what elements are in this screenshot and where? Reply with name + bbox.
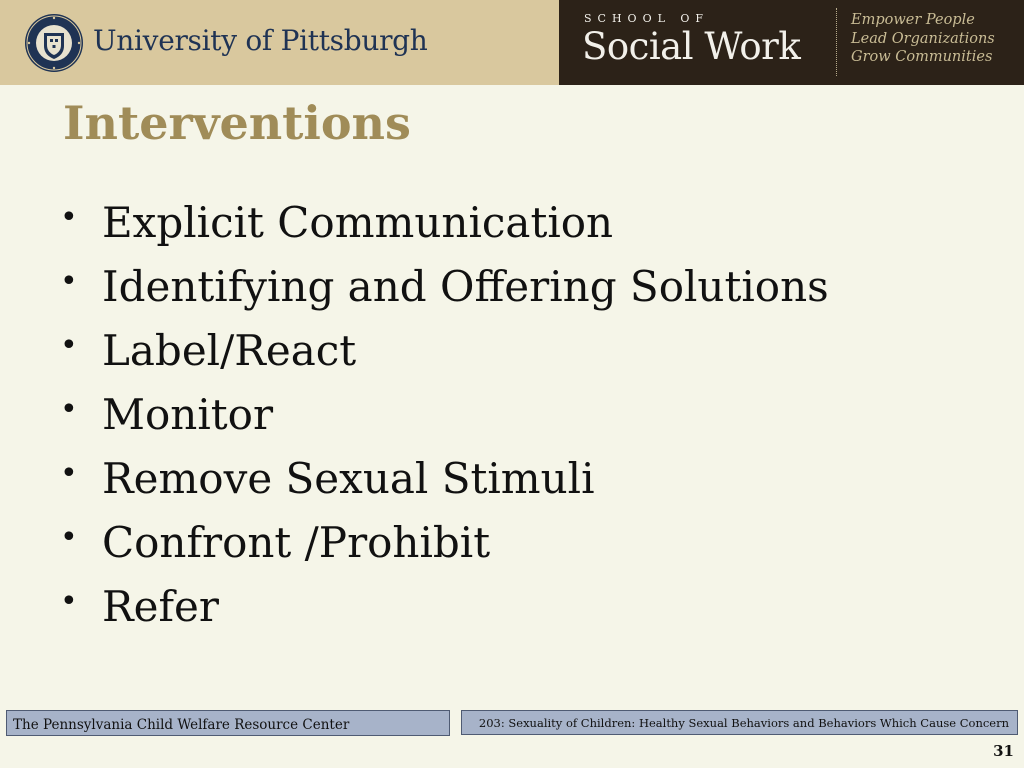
slide-title: Interventions: [63, 96, 411, 150]
bullet-dot-icon: •: [60, 584, 78, 619]
bullet-dot-icon: •: [60, 456, 78, 491]
tagline-empower: Empower People: [851, 12, 975, 28]
bullet-item: [60, 254, 829, 318]
university-seal-icon: [24, 13, 84, 73]
bullet-text: Explicit Communication: [102, 197, 614, 247]
bullet-dot-icon: •: [60, 264, 78, 299]
bullet-item: [60, 446, 829, 510]
school-of-label: SCHOOL OF: [584, 12, 710, 25]
footer-organization: The Pennsylvania Child Welfare Resource Center: [13, 717, 350, 733]
university-name: University of Pittsburgh: [93, 24, 428, 57]
slide-header: [0, 0, 1024, 85]
bullet-dot-icon: •: [60, 520, 78, 555]
bullet-item: [60, 510, 829, 574]
header-divider: [836, 8, 837, 76]
bullet-dot-icon: •: [60, 392, 78, 427]
bullet-text: Refer: [102, 581, 219, 631]
tagline-lead: Lead Organizations: [851, 31, 995, 47]
footer-course-box: [461, 710, 1018, 735]
bullet-list: [60, 190, 829, 638]
school-name: Social Work: [582, 25, 801, 68]
tagline-grow: Grow Communities: [851, 49, 993, 65]
bullet-dot-icon: •: [60, 200, 78, 235]
bullet-item: [60, 318, 829, 382]
bullet-item: [60, 190, 829, 254]
bullet-item: [60, 574, 829, 638]
bullet-text: Label/React: [102, 325, 357, 375]
bullet-text: Identifying and Offering Solutions: [102, 261, 829, 311]
footer-organization-box: [6, 710, 450, 736]
bullet-text: Remove Sexual Stimuli: [102, 453, 595, 503]
bullet-text: Confront /Prohibit: [102, 517, 491, 567]
bullet-text: Monitor: [102, 389, 274, 439]
footer-course-title: 203: Sexuality of Children: Healthy Sexual Behaviors and Behaviors Which Cause Concern: [478, 716, 1009, 730]
bullet-dot-icon: •: [60, 328, 78, 363]
bullet-item: [60, 382, 829, 446]
page-number: 31: [993, 742, 1014, 760]
